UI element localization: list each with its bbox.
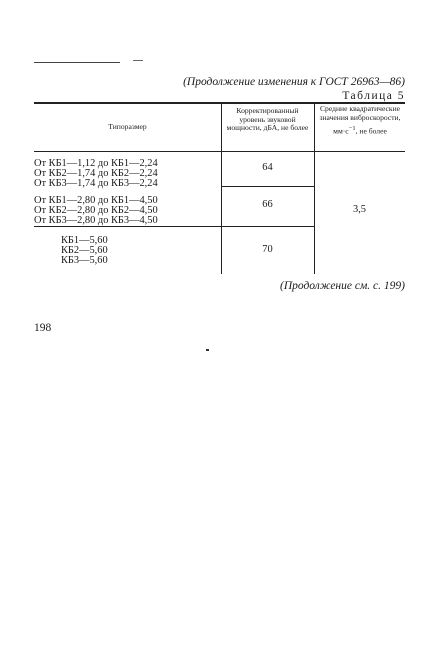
continuation-note: (Продолжение изменения к ГОСТ 26963—86): [183, 76, 405, 88]
header-vibration-unit-base: мм·с: [333, 126, 349, 136]
group1-separator: [221, 186, 314, 187]
column-divider-2: [314, 102, 315, 274]
vibration-value: 3,5: [353, 204, 366, 215]
row-line: КБ2—5,60: [61, 245, 108, 257]
table-title: Таблица 5: [342, 90, 405, 102]
continuation-see-page: (Продолжение см. с. 199): [280, 280, 405, 292]
sound-power-value-3: 70: [262, 244, 273, 255]
row-line: От КБ3—2,80 до КБ3—4,50: [34, 215, 158, 227]
header-vibration-text: Средние квадратические значения виброскорости,: [319, 104, 401, 122]
header-vibration-unit-exponent: −1: [348, 125, 356, 133]
row-line: От КБ3—1,74 до КБ3—2,24: [34, 178, 158, 190]
row-group-1: [34, 159, 158, 190]
header-vibration: [317, 105, 403, 136]
row-line: От КБ2—2,80 до КБ2—4,50: [34, 205, 158, 217]
header-size-type: Типоразмер: [108, 122, 147, 131]
row-line: От КБ1—2,80 до КБ1—4,50: [34, 195, 158, 206]
row-line: От КБ2—1,74 до КБ2—2,24: [34, 168, 158, 180]
top-rule: [34, 62, 120, 63]
row-group-3: [61, 236, 108, 267]
header-bottom-border: [34, 151, 405, 152]
row-line: От КБ1—1,12 до КБ1—2,24: [34, 158, 158, 169]
print-speck: [206, 349, 209, 351]
header-vibration-unit: [333, 125, 387, 136]
header-sound-power: Корректированный уровень звуковой мощности, дБА, не более: [226, 106, 309, 133]
page-number: 198: [34, 322, 52, 334]
row-line: КБ1—5,60: [61, 235, 108, 246]
row-line: КБ3—5,60: [61, 255, 108, 267]
data-table: [34, 102, 405, 274]
top-dash: [133, 60, 143, 61]
sound-power-value-2: 66: [262, 199, 273, 210]
row-group-2: [34, 196, 158, 227]
header-vibration-unit-suffix: , не более: [355, 126, 387, 136]
sound-power-value-1: 64: [262, 162, 273, 173]
